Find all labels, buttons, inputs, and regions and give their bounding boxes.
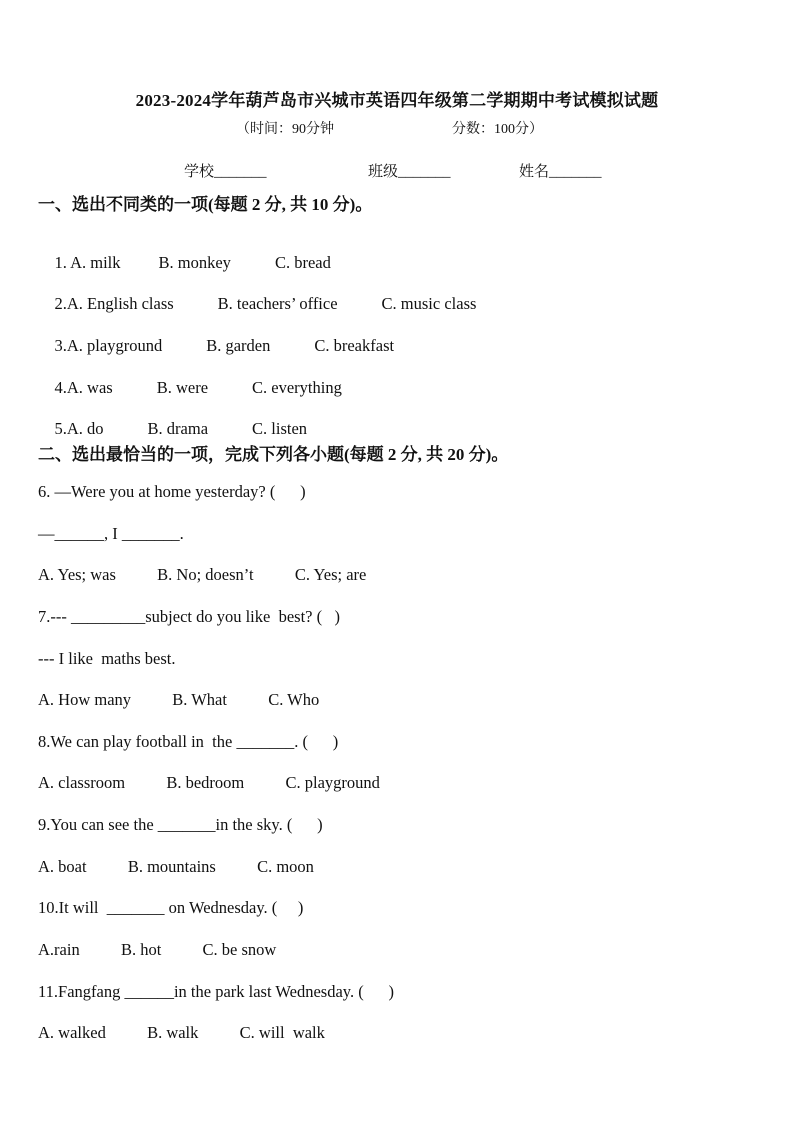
school-field: 学校_______ [184, 164, 267, 180]
question-stem: 3.A. playground [54, 336, 163, 355]
question-9-options: A. boat B. mountains C. moon [38, 857, 314, 876]
question-10: 10.It will _______ on Wednesday. ( ) [38, 898, 304, 917]
name-field: 姓名_______ [519, 164, 602, 180]
exam-title: 2023-2024学年葫芦岛市兴城市英语四年级第二学期期中考试模拟试题 [135, 91, 659, 110]
question-6: 6. —Were you at home yesterday? ( ) [38, 482, 306, 501]
option-c: C. music class [381, 294, 477, 313]
question-11-options: A. walked B. walk C. will walk [38, 1023, 325, 1042]
question-6-options: A. Yes; was B. No; doesn’t C. Yes; are [38, 565, 367, 584]
option-b: B. were [156, 378, 209, 397]
exam-time: （时间：90分钟 [236, 122, 334, 137]
question-9: 9.You can see the _______in the sky. ( ) [38, 815, 323, 834]
option-c: C. breakfast [314, 336, 395, 355]
option-c: C. bread [274, 253, 331, 272]
option-b: B. teachers’ office [217, 294, 338, 313]
question-10-options: A.rain B. hot C. be snow [38, 940, 277, 959]
question-8-options: A. classroom B. bedroom C. playground [38, 773, 380, 792]
exam-score: 分数：100分） [452, 122, 543, 137]
option-c: C. everything [252, 378, 342, 397]
question-11: 11.Fangfang ______in the park last Wednesday. ( ) [38, 982, 394, 1001]
question-stem: 2.A. English class [54, 294, 174, 313]
question-stem: 1. A. milk [54, 253, 121, 272]
section-2-heading: 二、选出最恰当的一项，完成下列各小题(每题 2 分, 共 20 分)。 [38, 445, 509, 464]
class-field: 班级_______ [368, 164, 451, 180]
question-8: 8.We can play football in the _______. ( ) [38, 732, 339, 751]
question-stem: 5.A. do [54, 419, 104, 438]
question-7: 7.--- _________subject do you like best? ( ) [38, 607, 340, 626]
question-7-dialogue: --- I like maths best. [38, 649, 176, 668]
option-b: B. drama [147, 419, 209, 438]
section-1-heading: 一、选出不同类的一项(每题 2 分, 共 10 分)。 [38, 195, 373, 214]
option-b: B. monkey [158, 253, 231, 272]
option-b: B. garden [206, 336, 271, 355]
question-stem: 4.A. was [54, 378, 113, 397]
option-c: C. listen [252, 419, 308, 438]
question-6-dialogue: —______, I _______. [38, 524, 184, 543]
question-7-options: A. How many B. What C. Who [38, 690, 320, 709]
